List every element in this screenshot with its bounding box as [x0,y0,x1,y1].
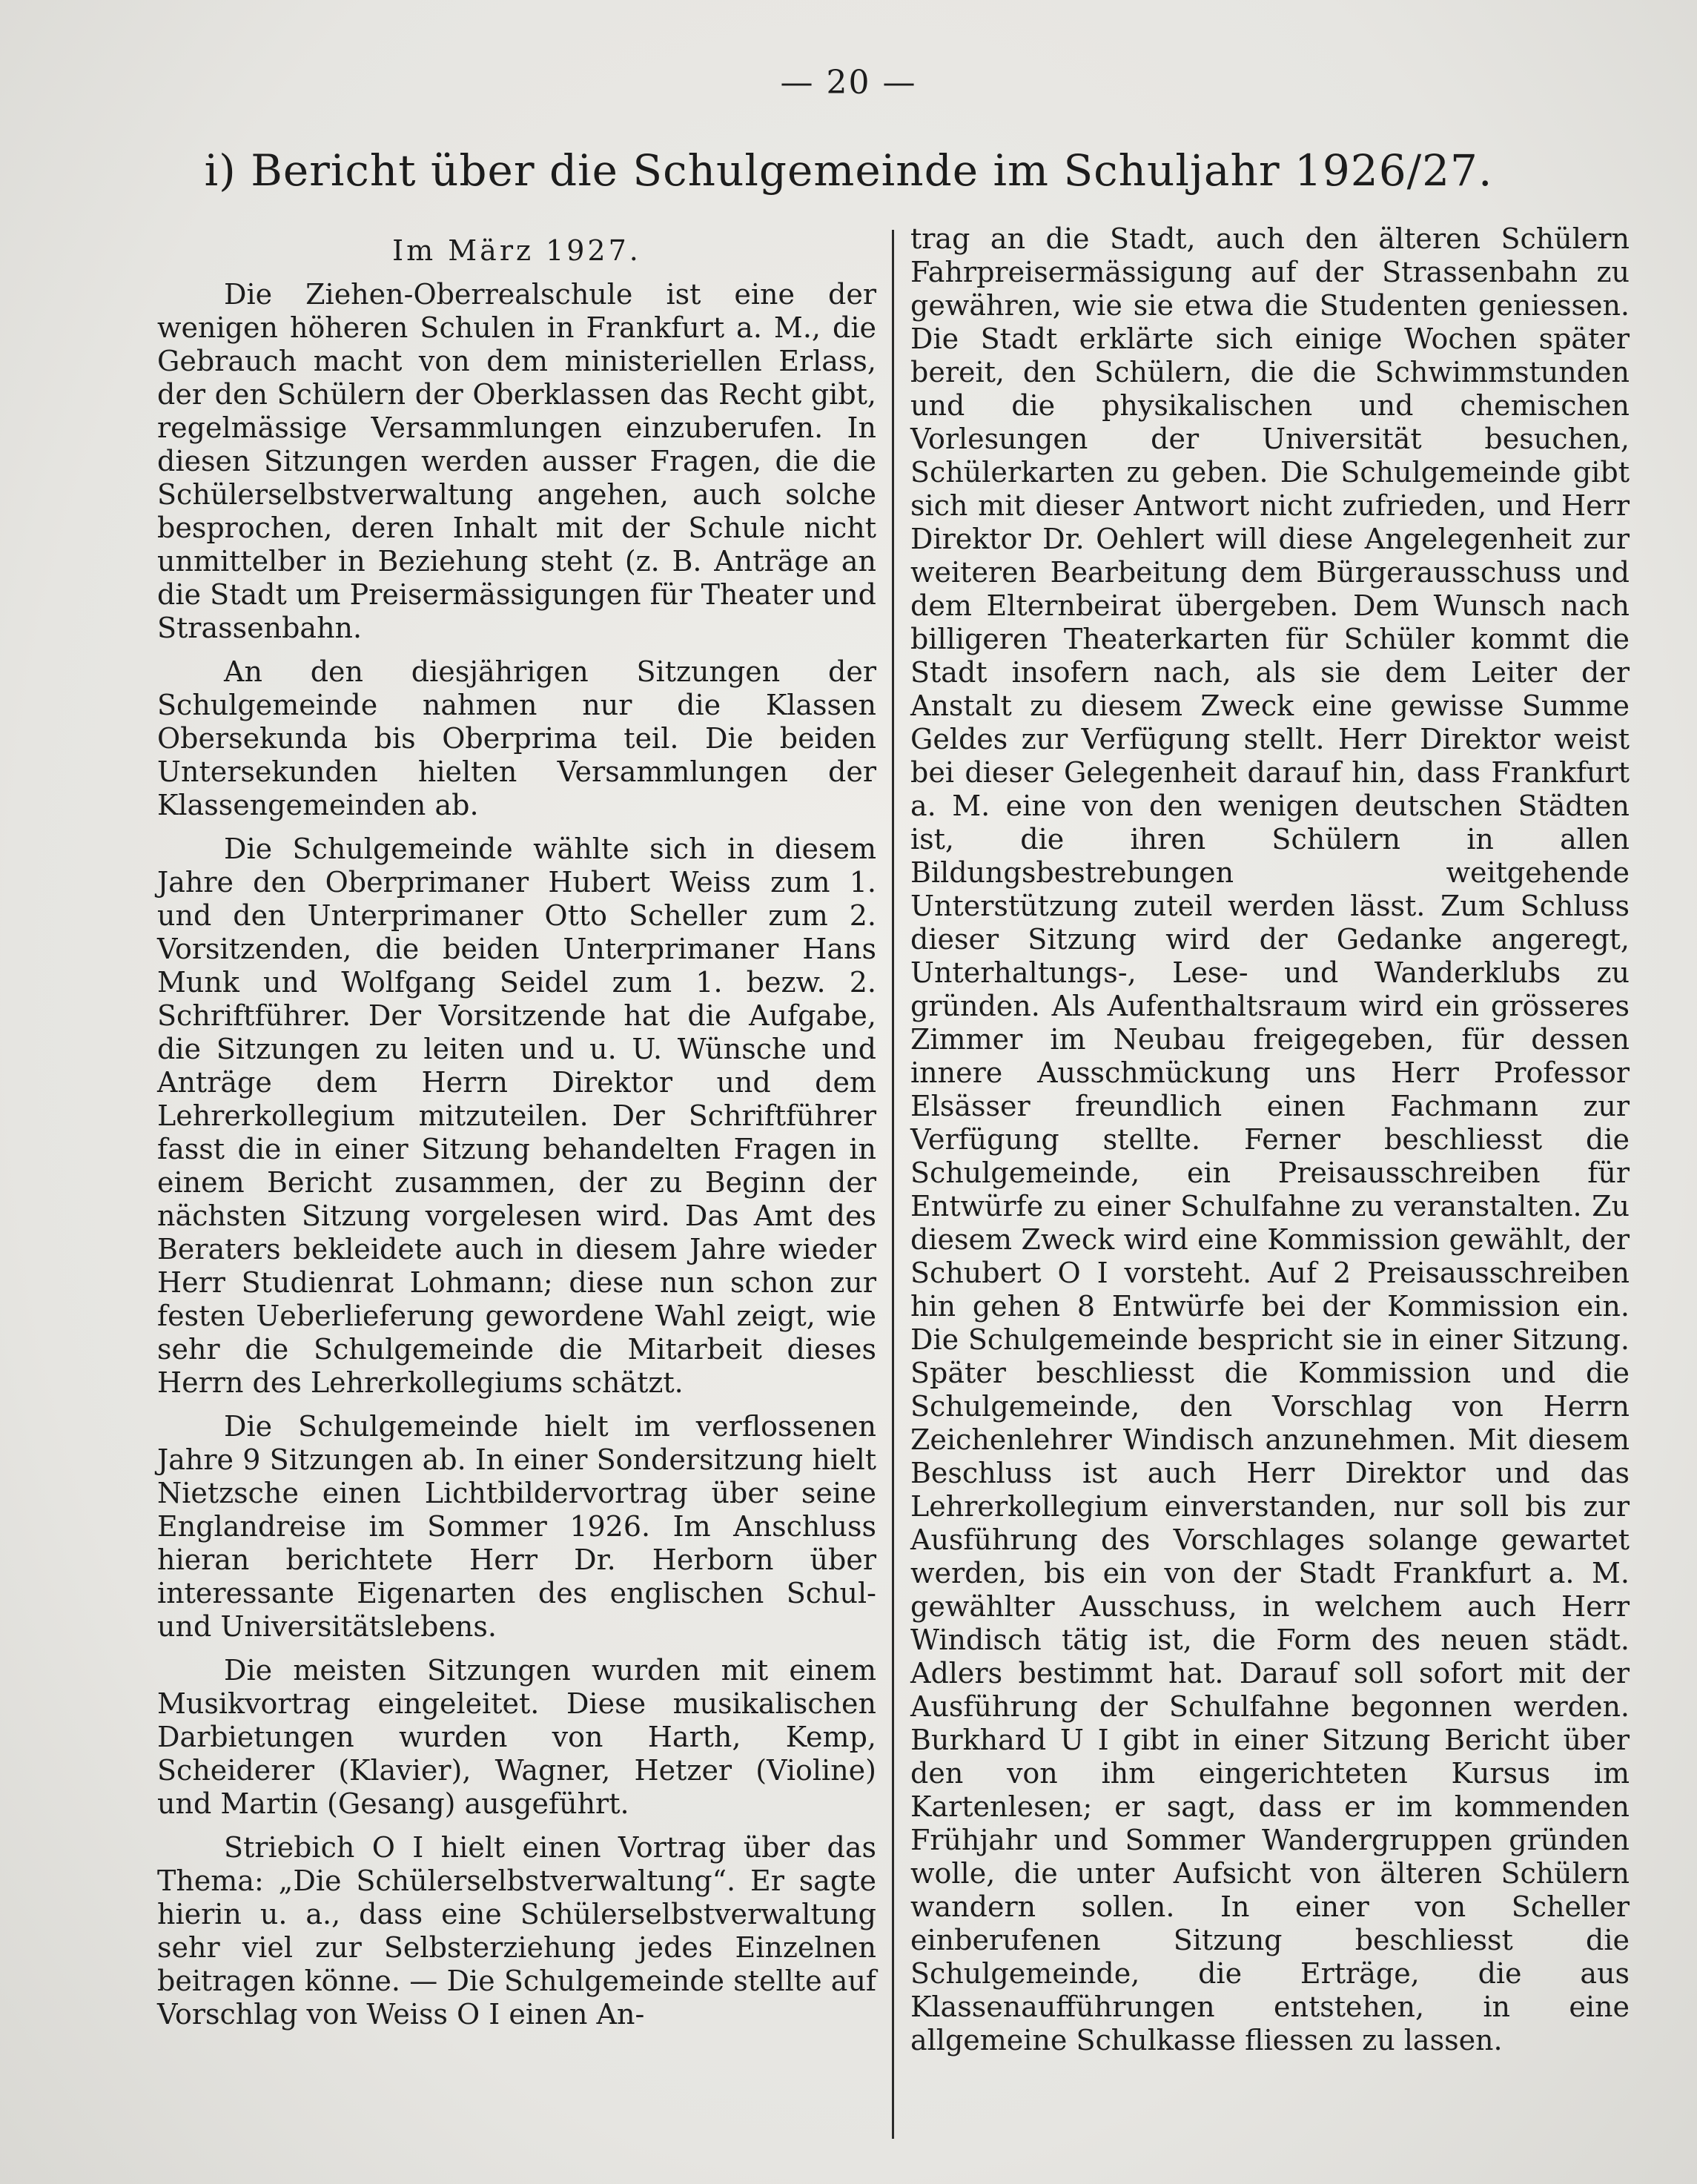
paragraph: Die Ziehen-Oberrealschule ist eine der wenigen höheren Schulen in Frankfurt a. M., die Gebrauch macht von dem ministeriellen Erlass, der den Schülern der Oberklassen das Recht gibt, regelmässige Versammlungen einzuberufen. In diesen Sitzungen werden ausser Fragen, die die Schülerselbstverwaltung angehen, auch solche besprochen, deren Inhalt mit der Schule nicht unmittelber in Beziehung steht (z. B. Anträge an die Stadt um Preisermässigungen für Theater und Strassenbahn. [157,278,876,644]
column-divider [892,230,894,2139]
dateline: Im März 1927. [392,234,641,267]
paragraph: Die meisten Sitzungen wurden mit einem Musikvortrag eingeleitet. Diese musikalischen Darbietungen wurden von Harth, Kemp, Scheiderer (Klavier), Wagner, Hetzer (Violine) und Martin (Gesang) ausgeführt. [157,1654,876,1820]
right-column [910,222,1630,2068]
paragraph: Die Schulgemeinde wählte sich in diesem Jahre den Oberprimaner Hubert Weiss zum 1. und den Unterprimaner Otto Scheller zum 2. Vorsitzenden, die beiden Unterprimaner Hans Munk und Wolfgang Seidel zum 1. bezw. 2. Schriftführer. Der Vorsitzende hat die Aufgabe, die Sitzungen zu leiten und u. U. Wünsche und Anträge dem Herrn Direktor und dem Lehrerkollegium mitzuteilen. Der Schriftführer fasst die in einer Sitzung behandelten Fragen in einem Bericht zusammen, der zu Beginn der nächsten Sitzung vorgelesen wird. Das Amt des Beraters bekleidete auch in diesem Jahre wieder Herr Studienrat Lohmann; diese nun schon zur festen Ueberlieferung gewordene Wahl zeigt, wie sehr die Schulgemeinde die Mitarbeit dieses Herrn des Lehrerkollegiums schätzt. [157,833,876,1399]
left-column [157,222,876,2042]
paragraph-continued: trag an die Stadt, auch den älteren Schülern Fahrpreisermässigung auf der Strassenbahn zu gewähren, wie sie etwa die Studenten geniessen. Die Stadt erklärte sich einige Wochen später bereit, den Schülern, die die Schwimmstunden und die physikalischen und chemischen Vorlesungen der Universität besuchen, Schülerkarten zu geben. Die Schulgemeinde gibt sich mit dieser Antwort nicht zufrieden, und Herr Direktor Dr. Oehlert will diese Angelegenheit zur weiteren Bearbeitung dem Bürgerausschuss und dem Elternbeirat übergeben. Dem Wunsch nach billigeren Theaterkarten für Schüler kommt die Stadt insofern nach, als sie dem Leiter der Anstalt zu diesem Zweck eine gewisse Summe Geldes zur Verfügung stellt. Herr Direktor weist bei dieser Gelegenheit darauf hin, dass Frankfurt a. M. eine von den wenigen deutschen Städten ist, die ihren Schülern in allen Bildungsbestrebungen weitgehende Unterstützung zuteil werden lässt. Zum Schluss dieser Sitzung wird der Gedanke angeregt, Unterhaltungs-, Lese- und Wanderklubs zu gründen. Als Aufenthaltsraum wird ein grösseres Zimmer im Neubau freigegeben, für dessen innere Ausschmückung uns Herr Professor Elsässer freundlich einen Fachmann zur Verfügung stellte. Ferner beschliesst die Schulgemeinde, ein Preisausschreiben für Entwürfe zu einer Schulfahne zu veranstalten. Zu diesem Zweck wird eine Kommission gewählt, der Schubert O I vorsteht. Auf 2 Preisausschreiben hin gehen 8 Entwürfe bei der Kommission ein. Die Schulgemeinde bespricht sie in einer Sitzung. Später beschliesst die Kommission und die Schulgemeinde, den Vorschlag von Herrn Zeichenlehrer Windisch anzunehmen. Mit diesem Beschluss ist auch Herr Direktor und das Lehrerkollegium einverstanden, nur soll bis zur Ausführung des Vorschlages solange gewartet werden, bis ein von der Stadt Frankfurt a. M. gewählter Ausschuss, in welchem auch Herr Windisch tätig ist, die Form des neuen städt. Adlers bestimmt hat. Darauf soll sofort mit der Ausführung der Schulfahne begonnen werden. Burkhard U I gibt in einer Sitzung Bericht über den von ihm eingerichteten Kursus im Kartenlesen; er sagt, dass er im kommenden Frühjahr und Sommer Wandergruppen gründen wolle, die unter Aufsicht von älteren Schülern wandern sollen. In einer von Scheller einberufenen Sitzung beschliesst die Schulgemeinde, die Erträge, die aus Klassenaufführungen entstehen, in eine allgemeine Schulkasse fliessen zu lassen. [910,222,1630,2056]
report-title: i) Bericht über die Schulgemeinde im Schuljahr 1926/27. [204,145,1493,196]
paragraph: Die Schulgemeinde hielt im verflossenen Jahre 9 Sitzungen ab. In einer Sondersitzung hielt Nietzsche einen Lichtbildervortrag über seine Englandreise im Sommer 1926. Im Anschluss hieran berichtete Herr Dr. Herborn über interessante Eigenarten des englischen Schul- und Universitätslebens. [157,1410,876,1643]
paragraph: An den diesjährigen Sitzungen der Schulgemeinde nahmen nur die Klassen Obersekunda bis Oberprima teil. Die beiden Untersekunden hielten Versammlungen der Klassengemeinden ab. [157,655,876,821]
page-number: — 20 — [780,64,917,102]
paragraph: Striebich O I hielt einen Vortrag über das Thema: „Die Schülerselbstverwaltung“. Er sagte hierin u. a., dass eine Schülerselbstverwaltung sehr viel zur Selbsterziehung jedes Einzelnen beitragen könne. — Die Schulgemeinde stellte auf Vorschlag von Weiss O I einen An- [157,1831,876,2031]
